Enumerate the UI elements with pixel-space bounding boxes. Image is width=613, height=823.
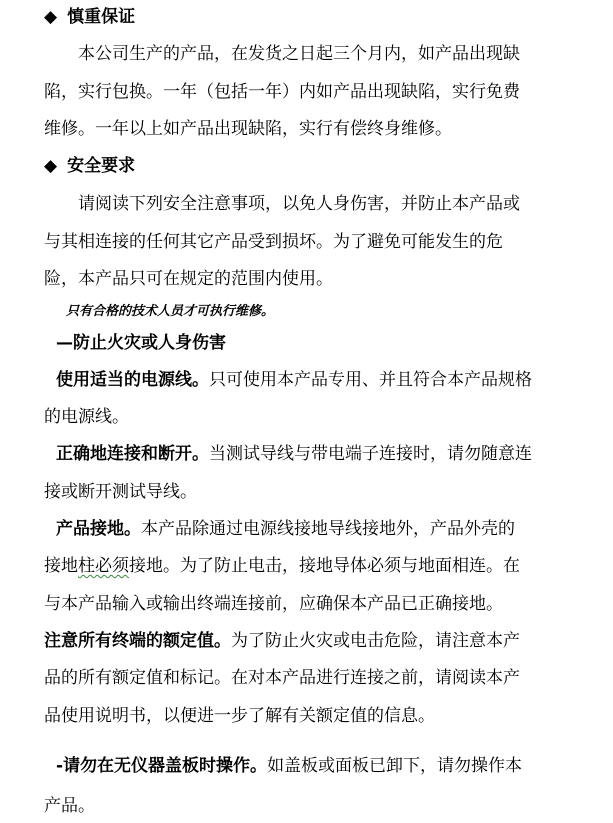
connect-line-1 [56, 443, 532, 465]
safety-line-2: 与其相连接的任何其它产品受到损坏。为了避免可能发生的危 [44, 232, 503, 252]
power-cord-text: 只可使用本产品专用、并且符合本产品规格 [209, 370, 532, 390]
safety-line-1: 请阅读下列安全注意事项，以免人身伤害，并防止本产品或 [78, 194, 520, 214]
connect-label: 正确地连接和断开。 [56, 444, 209, 464]
grounding-line-2 [44, 555, 520, 577]
safety-title: 安全要求 [67, 156, 136, 176]
power-cord-line-2: 的电源线。 [44, 407, 129, 427]
diamond-bullet-icon: ◆ [44, 156, 58, 176]
ratings-line-3: 品使用说明书，以便进一步了解有关额定值的信息。 [44, 706, 435, 726]
warranty-line-3: 维修。一年以上如产品出现缺陷，实行有偿终身维修。 [44, 119, 452, 139]
grounding-text-a: 接地 [44, 556, 78, 576]
maintenance-note: 只有合格的技术人员才可执行维修。 [66, 304, 275, 319]
grounding-text-c: 接地。为了防止电击，接地导体必须与地面相连。在 [129, 556, 520, 576]
warranty-line-1: 本公司生产的产品，在发货之日起三个月内，如产品出现缺 [78, 44, 520, 64]
grounding-text: 本产品除通过电源线接地导线接地外，产品外壳的 [141, 519, 515, 539]
safety-heading [44, 155, 135, 177]
connect-text: 当测试导线与带电端子连接时，请勿随意连 [209, 444, 532, 464]
cover-label: 请勿在无仪器盖板时操作。 [63, 756, 268, 776]
fire-injury-subheading: —防止火灾或人身伤害 [56, 333, 226, 353]
grounding-label: 产品接地。 [56, 519, 141, 539]
ratings-line-2: 品的所有额定值和标记。在对本产品进行连接之前，请阅读本产 [44, 668, 520, 688]
safety-line-3: 险，本产品只可在规定的范围内使用。 [44, 269, 333, 289]
warranty-title: 慎重保证 [67, 7, 136, 27]
grounding-text-spellcheck: 柱必须 [78, 556, 129, 576]
power-cord-line-1 [56, 369, 532, 391]
ratings-label: 注意所有终端的额定值。 [44, 631, 231, 651]
connect-line-2: 接或断开测试导线。 [44, 482, 197, 502]
cover-line-2: 产品。 [44, 796, 95, 816]
diamond-bullet-icon: ◆ [44, 7, 58, 27]
grounding-line-1 [56, 518, 515, 540]
cover-line-1 [56, 755, 522, 777]
cover-text: 如盖板或面板已卸下，请勿操作本 [267, 756, 523, 776]
ratings-text: 为了防止火灾或电击危险，请注意本产 [231, 631, 520, 651]
ratings-line-1 [44, 630, 520, 652]
power-cord-label: 使用适当的电源线。 [56, 370, 209, 390]
grounding-line-3: 与本产品输入或输出终端连接前，应确保本产品已正确接地。 [44, 594, 503, 614]
warranty-line-2: 陷，实行包换。一年（包括一年）内如产品出现缺陷，实行免费 [44, 82, 520, 102]
cover-prefix: - [56, 756, 64, 776]
warranty-heading [44, 6, 135, 28]
